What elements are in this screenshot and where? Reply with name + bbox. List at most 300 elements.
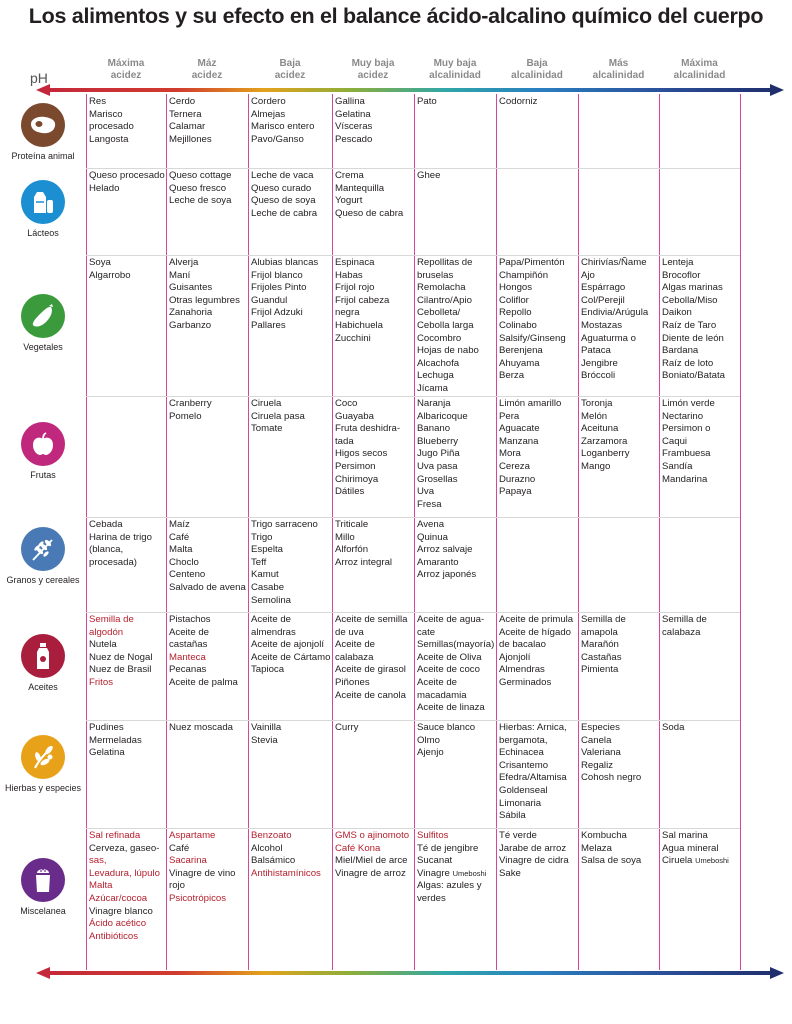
column-divider [248,94,249,970]
row-divider [86,612,740,613]
food-item: calabaza [335,651,374,663]
column-divider [414,94,415,970]
table-cell [89,830,160,943]
food-item: Soda [662,722,685,733]
food-item: Sábila [499,810,526,822]
food-item: Piñones [335,676,370,688]
food-item: Guandul [251,294,288,306]
column-header-line1: Máxima [681,58,718,69]
column-header-line1: Muy baja [433,58,477,69]
column-header [167,58,247,82]
column-divider [659,94,660,970]
table-cell [89,257,131,282]
food-item: Sacarina [169,855,207,867]
row-divider [86,828,740,829]
food-item: Ahuyama [499,357,540,369]
food-item: Marisco [89,108,123,120]
table-cell [499,96,537,109]
table-cell [251,170,317,220]
food-item: Queso de cabra [335,207,404,219]
wheat-icon [21,527,65,571]
milk-icon [21,180,65,224]
food-item: Algarrobo [89,269,131,281]
table-cell [417,830,486,906]
food-item: de uva [335,626,364,638]
row-divider [86,720,740,721]
column-header-line1: Muy baja [351,58,395,69]
food-item: Trigo sarraceno [251,519,318,530]
food-item: Cerveza, gaseo- [89,842,160,854]
food-item: Albaricoque [417,410,468,422]
food-item: Queso de soya [251,195,316,207]
food-item: Marisco entero [251,121,315,133]
food-item: Pomelo [169,410,202,422]
food-item: Pallares [251,319,286,331]
table-cell [251,830,321,880]
category-3 [2,294,84,353]
table-cell [662,398,715,486]
food-item: Algas: azules y [417,880,482,892]
table-cell [581,614,626,677]
food-item: tada [335,435,354,447]
food-item: Pimienta [581,664,619,676]
food-item: sas, [89,855,107,867]
food-item: Sake [499,867,521,879]
apple-icon [21,422,65,466]
food-item: Hongos [499,282,533,294]
food-item: Cohosh negro [581,772,642,784]
table-cell [581,830,641,868]
food-item: Toronja [581,398,613,409]
food-item: Aguaturma o [581,332,636,344]
food-item: Jugo Piña [417,448,460,460]
food-item: Papa/Pimentón [499,257,565,268]
food-item: Crema [335,170,364,181]
table-cell [251,614,330,677]
column-header-line2: acidez [191,70,223,81]
food-item: Levadura, lúpulo [89,867,160,879]
food-item: Higos secos [335,448,388,460]
food-item: Frijol Adzuki [251,307,303,319]
food-item: Zucchini [335,332,371,344]
table-cell [251,96,314,146]
food-item: Casabe [251,581,285,593]
table-cell [499,257,566,383]
column-divider [332,94,333,970]
food-item: Vinagre de vino [169,867,236,879]
food-item: Tapioca [251,664,285,676]
category-label: Vegetales [23,342,63,352]
food-item: Fresa [417,498,442,510]
food-item: Papaya [499,486,532,498]
food-item: Bardana [662,345,699,357]
food-item: procesado [89,121,134,133]
food-item: Limón verde [662,398,715,409]
food-item: Coco [335,398,358,409]
table-cell [417,614,494,715]
food-item: Calamar [169,121,206,133]
food-item: Aceite de Cártamo [251,651,331,663]
food-item: Harina de trigo [89,531,152,543]
food-item: Sal refinada [89,830,141,841]
food-item: Persimon [335,460,376,472]
food-item: Cilantro/Apio [417,294,472,306]
food-item: Algas marinas [662,282,723,294]
food-item: rojo [169,880,185,892]
category-label: Lácteos [27,228,59,238]
food-item: Mandarina [662,473,708,485]
row-divider [86,168,740,169]
table-cell [335,257,389,345]
food-item: Frijol blanco [251,269,303,281]
row-divider [86,396,740,397]
ph-gradient-arrow-bottom [36,966,784,980]
food-item: Limonaria [499,797,542,809]
food-item: Queso procesado [89,170,165,181]
food-item: Aceite de primula [499,614,574,625]
food-item: Germinados [499,676,552,688]
food-item: Cebolla/Miso [662,294,718,306]
food-item: Kombucha [581,830,627,841]
food-item: Choclo [169,556,199,568]
food-item: Gelatina [89,747,125,759]
food-item: Ghee [417,170,441,181]
food-item: Mantequilla [335,182,385,194]
food-item: Agua mineral [662,842,719,854]
column-header [497,58,577,82]
food-item: Regaliz [581,759,613,771]
food-item: Azúcar/cocoa [89,892,148,904]
food-item: Alforfón [335,544,369,556]
food-item: Pataca [581,345,611,357]
food-item: Hierbas: Arnica, [499,722,567,733]
food-item: Cebolleta/ [417,307,461,319]
food-item: Sauce blanco [417,722,476,733]
food-item: Col/Perejil [581,294,625,306]
category-label: Frutas [30,470,56,480]
food-item: Almejas [251,108,286,120]
food-item: Chirimoya [335,473,379,485]
column-divider [578,94,579,970]
food-item: Mora [499,448,521,460]
table-cell [169,96,212,146]
table-cell [417,170,440,183]
food-item: macadamia [417,689,467,701]
food-item: Caqui [662,435,688,447]
table-cell [251,519,318,607]
food-item: Aceite de palma [169,676,238,688]
table-cell [417,722,475,760]
table-cell [89,170,165,195]
food-item: Mostazas [581,319,623,331]
food-item: Salsa de soya [581,855,642,867]
food-item: Codorniz [499,96,538,107]
food-item: Aceituna [581,423,619,435]
food-item: Miel/Miel de arce [335,855,408,867]
food-item: Persimon o [662,423,711,435]
food-item: Vinagre de arroz [335,867,406,879]
food-item: Frijol cabeza [335,294,390,306]
food-item: Champiñón [499,269,549,281]
table-cell [169,519,246,595]
food-item: Malta [89,880,113,892]
food-item: Alubias blancas [251,257,319,268]
table-cell [581,722,641,785]
column-header [250,58,330,82]
food-item: Salsify/Ginseng [499,332,566,344]
food-item: Lenteja [662,257,694,268]
food-item: Otras legumbres [169,294,240,306]
food-item: Zanahoria [169,307,213,319]
food-item: Repollo [499,307,532,319]
food-item: Kamut [251,569,279,581]
food-item: Mango [581,460,611,472]
food-item: Ciruela [251,398,282,409]
column-divider [496,94,497,970]
category-8 [2,858,84,917]
food-item: Durazno [499,473,536,485]
table-cell [335,96,372,146]
food-item: cate [417,626,436,638]
food-item: Stevia [251,734,278,746]
food-item: Leche de vaca [251,170,314,181]
food-item: Raíz de loto [662,357,714,369]
food-item: bruselas [417,269,454,281]
food-item: Nuez de Brasil [89,664,152,676]
table-cell [581,398,630,474]
food-item: Soya [89,257,111,268]
category-7 [2,735,84,794]
food-item: Fritos [89,676,113,688]
table-cell [581,257,648,383]
category-label: Granos y cereales [6,575,80,585]
food-item: Vísceras [335,121,373,133]
food-item: Uva [417,486,435,498]
food-item: Canela [581,734,612,746]
column-header [579,58,659,82]
food-item: amapola [581,626,618,638]
food-item: procesada) [89,556,137,568]
food-item: Maní [169,269,191,281]
food-item: Aceite de [169,626,210,638]
table-cell [417,398,468,511]
food-item: Cebada [89,519,123,530]
steak-icon [21,103,65,147]
food-item: Balsámico [251,855,296,867]
food-item: Salvado de avena [169,581,246,593]
food-item: Leche de soya [169,195,232,207]
food-item: Guayaba [335,410,374,422]
food-item: verdes [417,892,446,904]
food-item: Valeriana [581,747,621,759]
food-item: Helado [89,182,120,194]
food-item: Queso fresco [169,182,227,194]
food-item: Grosellas [417,473,458,485]
food-item: Psicotrópicos [169,892,227,904]
table-cell [335,398,400,499]
food-item: Olmo [417,734,440,746]
food-item: Aceite de ajonjolí [251,639,325,651]
food-item: Boniato/Batata [662,370,725,382]
food-item: Aceite de [251,614,292,625]
food-item: Yogurt [335,195,363,207]
food-item: Zarzamora [581,435,628,447]
food-item: Naranja [417,398,451,409]
food-item: Aceite de coco [417,664,480,676]
food-item: Fruta deshidra- [335,423,401,435]
category-label: Miscelanea [20,906,66,916]
food-item: Echinacea [499,747,544,759]
food-item: Sal marina [662,830,708,841]
column-header [415,58,495,82]
food-item: Arroz integral [335,556,393,568]
food-item: Alcohol [251,842,283,854]
table-cell [499,830,569,880]
food-item: Benzoato [251,830,292,841]
table-cell [499,722,567,823]
food-item: Aceite de semilla [335,614,408,625]
food-item: Almendras [499,664,545,676]
category-label: Aceites [28,682,58,692]
food-item: Vainilla [251,722,282,733]
food-item: Sucanat [417,855,453,867]
food-item: Té de jengibre [417,842,479,854]
food-item: Curry [335,722,359,733]
row-divider [86,517,740,518]
page-title: Los alimentos y su efecto en el balance ácido-alcalino químico del cuerpo [28,4,764,28]
food-item: Sandía [662,460,693,472]
food-item: Vinagre Umeboshi [417,867,487,879]
food-item: Nuez moscada [169,722,233,733]
food-item: Cocombro [417,332,462,344]
food-item: Cebolla larga [417,319,474,331]
table-cell [499,614,573,690]
category-4 [2,422,84,481]
food-item: Uva pasa [417,460,458,472]
food-item: Marañón [581,639,619,651]
food-item: Aceite de Oliva [417,651,482,663]
food-item: Habas [335,269,363,281]
table-cell [169,722,233,735]
food-item: Jícama [417,382,448,394]
food-item: Espinaca [335,257,375,268]
food-item: Café [169,842,190,854]
food-item: Malta [169,544,193,556]
column-header-line2: acidez [110,70,142,81]
food-item: Coliflor [499,294,529,306]
food-item: negra [335,307,360,319]
table-cell [335,722,358,735]
food-item: Frijoles Pinto [251,282,307,294]
ph-gradient-arrow-top [36,83,784,97]
food-item: Tomate [251,423,283,435]
food-item: Res [89,96,107,107]
column-header-line2: acidez [357,70,389,81]
table-cell [89,722,142,760]
food-item: GMS o ajinomoto [335,830,410,841]
food-item: Avena [417,519,445,530]
column-divider [166,94,167,970]
salt-shaker-icon [21,858,65,902]
food-item: Blueberry [417,435,459,447]
table-cell [335,614,408,702]
food-item: Ajo [581,269,595,281]
food-item: Garbanzo [169,319,212,331]
food-item: Quinua [417,531,448,543]
food-item: Cerdo [169,96,196,107]
food-item: Queso curado [251,182,312,194]
food-item: Berenjena [499,345,543,357]
oil-bottle-icon [21,634,65,678]
food-item: Limón amarillo [499,398,562,409]
food-item: Café [169,531,190,543]
row-divider [86,255,740,256]
table-cell [169,398,212,423]
ph-label: pH [30,70,48,86]
food-item: Brocoflor [662,269,701,281]
food-item: Castañas [581,651,622,663]
food-item: Aceite de agua- [417,614,485,625]
food-item: calabaza [662,626,701,638]
food-item: Jengibre [581,357,618,369]
category-5 [2,527,84,586]
food-item: Berza [499,370,525,382]
food-item: Manteca [169,651,206,663]
food-item: Té verde [499,830,537,841]
eggplant-icon [21,294,65,338]
table-cell [169,614,238,690]
food-item: Bróccoli [581,370,616,382]
food-item: Aguacate [499,423,540,435]
food-item: Manzana [499,435,539,447]
column-header-line2: alcalinidad [429,70,481,81]
food-item: Queso cottage [169,170,232,181]
table-cell [662,722,684,735]
food-item: Gallina [335,96,365,107]
food-item: Remolacha [417,282,466,294]
food-item: Millo [335,531,355,543]
food-item: Semilla de [581,614,626,625]
food-item: Pera [499,410,520,422]
food-item: Melón [581,410,608,422]
food-item: Aceite de [335,639,376,651]
food-item: Dátiles [335,486,365,498]
food-item: Colinabo [499,319,537,331]
column-header-line1: Baja [279,58,301,69]
food-item: Café Kona [335,842,381,854]
table-cell [335,830,409,880]
food-item: almendras [251,626,296,638]
category-label: Proteína animal [11,151,75,161]
table-cell [335,170,403,220]
food-item: Semolina [251,594,291,606]
food-item: Espelta [251,544,283,556]
category-label: Hierbas y especies [4,783,82,793]
column-header-line1: Más [608,58,629,69]
table-cell [662,257,725,383]
food-item: Ciruela pasa [251,410,305,422]
table-cell [251,722,281,747]
food-item: Crisantemo [499,759,549,771]
food-item: Especies [581,722,620,733]
food-item: Langosta [89,133,129,145]
table-cell [89,519,152,569]
food-item: Aceite de linaza [417,702,485,714]
column-divider [86,94,87,970]
food-item: Centeno [169,569,206,581]
food-item: Banano [417,423,451,435]
food-item: Daikon [662,307,692,319]
